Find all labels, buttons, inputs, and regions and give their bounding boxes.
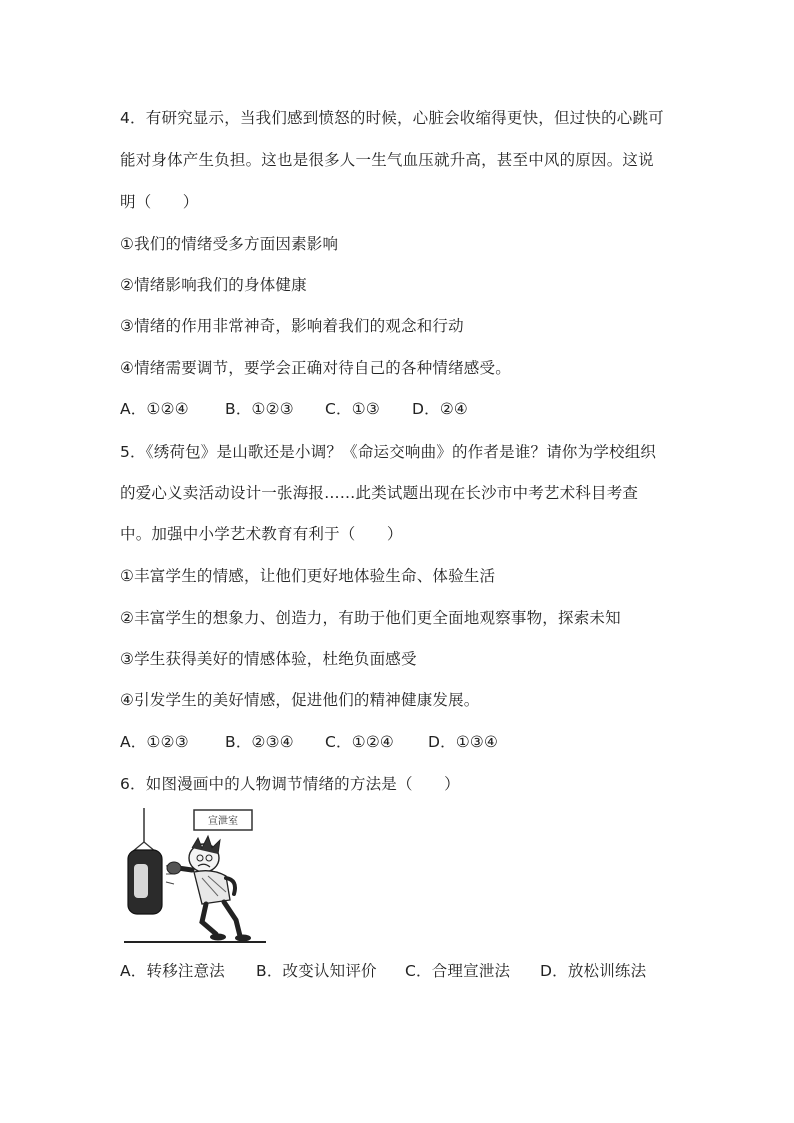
q5-stem-line-2: 的爱心义卖活动设计一张海报……此类试题出现在长沙市中考艺术科目考查 (120, 484, 639, 502)
q5-option-a[interactable]: A．①②③ (120, 733, 189, 751)
q4-option-c[interactable]: C．①③ (325, 400, 380, 418)
q5-option-d[interactable]: D．①③④ (428, 733, 499, 751)
q6-option-c[interactable]: C．合理宣泄法 (405, 962, 511, 980)
q4-statement-2: ②情绪影响我们的身体健康 (120, 276, 307, 294)
q4-stem-line-1: 4．有研究显示，当我们感到愤怒的时候，心脏会收缩得更快，但过快的心跳可 (120, 109, 664, 127)
q4-statement-4: ④情绪需要调节，要学会正确对待自己的各种情绪感受。 (120, 359, 511, 377)
q4-option-b[interactable]: B．①②③ (225, 400, 294, 418)
sign-text: 宣泄室 (208, 816, 238, 827)
q6-stem-line-1: 6．如图漫画中的人物调节情绪的方法是（ ） (120, 775, 460, 793)
q4-statement-1: ①我们的情绪受多方面因素影响 (120, 235, 339, 253)
q5-statement-2: ②丰富学生的想象力、创造力，有助于他们更全面地观察事物，探索未知 (120, 609, 621, 627)
q4-stem-line-2: 能对身体产生负担。这也是很多人一生气血压就升高，甚至中风的原因。这说 (120, 151, 654, 169)
q4-options (120, 399, 468, 419)
q6-option-b[interactable]: B．改变认知评价 (256, 962, 377, 980)
q4-statement-3: ③情绪的作用非常神奇，影响着我们的观念和行动 (120, 317, 464, 335)
q5-option-c[interactable]: C．①②④ (325, 733, 395, 751)
cartoon-svg (122, 806, 268, 950)
q4-option-a[interactable]: A．①②④ (120, 400, 189, 418)
q5-stem-line-1: 5．《绣荷包》是山歌还是小调？《命运交响曲》的作者是谁？请你为学校组织 (120, 443, 657, 461)
q5-options (120, 732, 498, 752)
q6-option-d[interactable]: D．放松训练法 (540, 962, 647, 980)
q4-stem-line-3: 明（ ） (120, 193, 199, 211)
q5-stem-line-3: 中。加强中小学艺术教育有利于（ ） (120, 525, 403, 543)
q6-options (120, 961, 646, 981)
q4-option-d[interactable]: D．②④ (412, 400, 469, 418)
cartoon-punching-bag-image (122, 806, 268, 950)
q5-statement-1: ①丰富学生的情感，让他们更好地体验生命、体验生活 (120, 567, 496, 585)
q5-statement-4: ④引发学生的美好情感，促进他们的精神健康发展。 (120, 691, 480, 709)
q6-option-a[interactable]: A．转移注意法 (120, 962, 226, 980)
q5-option-b[interactable]: B．②③④ (225, 733, 294, 751)
q5-statement-3: ③学生获得美好的情感体验，杜绝负面感受 (120, 650, 417, 668)
